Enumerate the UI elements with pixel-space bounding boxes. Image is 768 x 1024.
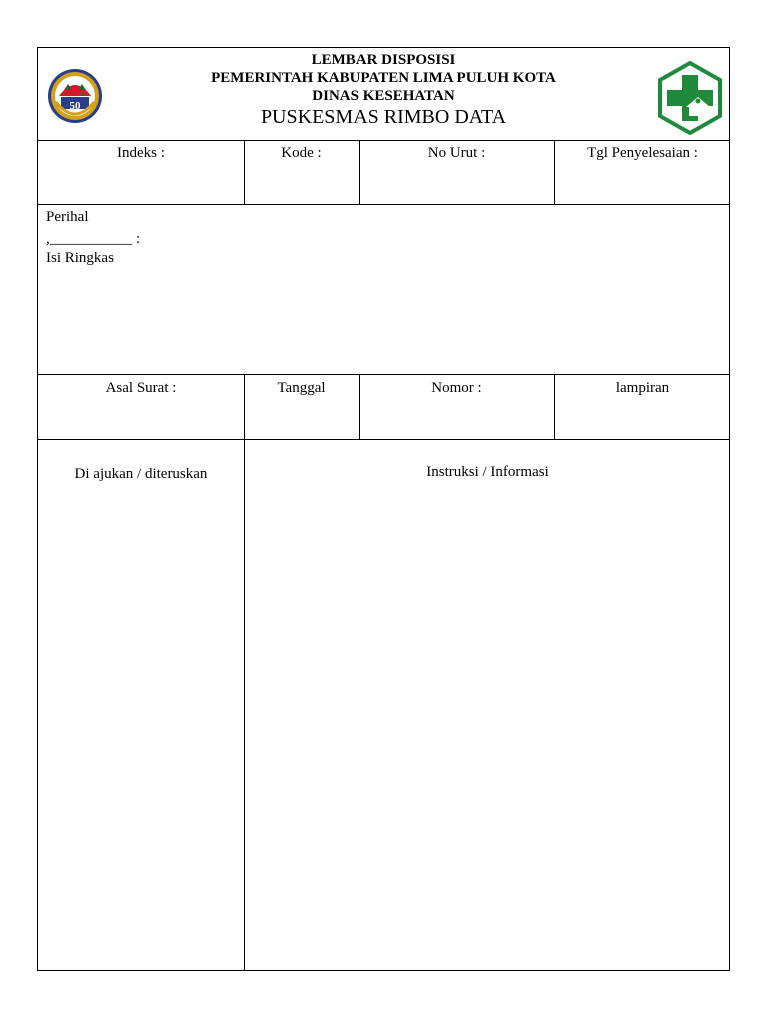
perihal-blank: ,___________ : [46, 231, 141, 247]
divider [38, 204, 729, 205]
lampiran-label: lampiran [615, 380, 670, 396]
divider [38, 374, 729, 375]
no-urut-label: No Urut : [427, 145, 486, 161]
isi-ringkas-label: Isi Ringkas [46, 250, 114, 266]
asal-surat-label: Asal Surat : [105, 380, 177, 396]
indeks-label: Indeks : [117, 145, 165, 161]
divider [38, 439, 729, 440]
disposition-form [37, 47, 730, 971]
divider [38, 140, 729, 141]
instruksi-label: Instruksi / Informasi [426, 464, 549, 480]
kode-label: Kode : [281, 145, 322, 161]
government-name: PEMERINTAH KABUPATEN LIMA PULUH KOTA [211, 70, 556, 86]
department-name: DINAS KESEHATAN [312, 88, 455, 104]
divider [244, 439, 245, 971]
perihal-label: Perihal [46, 209, 89, 225]
svg-text:50: 50 [69, 100, 81, 112]
diajukan-label: Di ajukan / diteruskan [74, 466, 208, 482]
nomor-label: Nomor : [431, 380, 482, 396]
tgl-penyelesaian-label: Tgl Penyelesaian : [587, 145, 698, 161]
page-title: PUSKESMAS RIMBO DATA [260, 106, 507, 128]
form-type-title: LEMBAR DISPOSISI [311, 52, 456, 68]
tanggal-label: Tanggal [277, 380, 326, 396]
